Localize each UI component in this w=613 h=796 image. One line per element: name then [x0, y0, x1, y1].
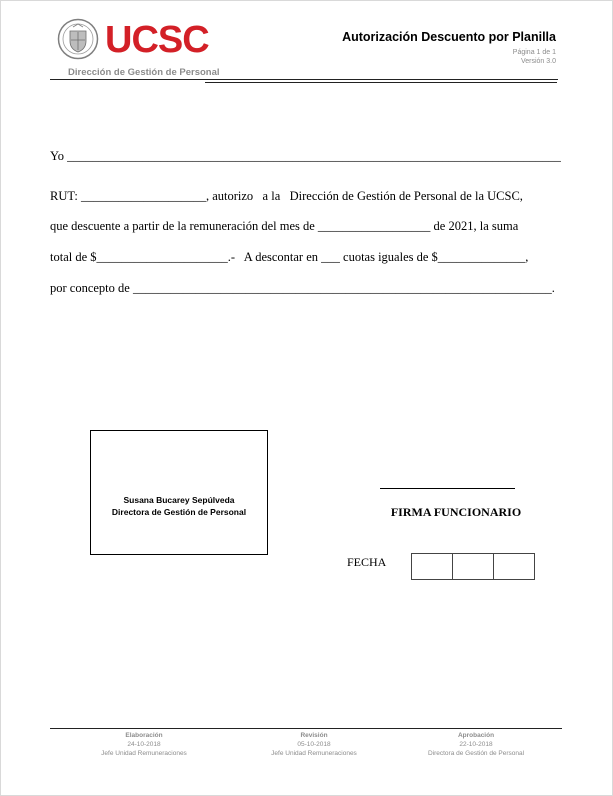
header-divider [50, 79, 558, 80]
form-line-concept[interactable]: por concepto de ___________________________________________________________________. [50, 281, 555, 295]
ucsc-logo [57, 18, 207, 64]
footer-heading: Aprobación [457, 732, 495, 739]
footer-date: 22-10-2018 [459, 741, 493, 748]
director-name: Susana Bucarey Sepúlveda [123, 495, 235, 505]
form-line-month[interactable]: que descuente a partir de la remuneración del mes de __________________ de 2021, la suma [50, 219, 519, 233]
date-month-box[interactable] [452, 554, 493, 579]
footer-date: 24-10-2018 [127, 741, 161, 748]
footer-divider [50, 728, 562, 729]
version-info: Versión 3.0 [520, 58, 556, 65]
date-day-box[interactable] [412, 554, 452, 579]
footer-date: 05-10-2018 [297, 741, 331, 748]
logo-text: UCSC [105, 19, 209, 61]
footer-role: Jefe Unidad Remuneraciones [271, 750, 357, 757]
document-title: Autorización Descuento por Planilla [342, 30, 556, 44]
form-line-rut[interactable]: RUT: ____________________, autorizo a la Dirección de Gestión de Personal de la UCSC, [50, 189, 523, 203]
employee-signature-line[interactable] [380, 488, 515, 489]
director-role: Directora de Gestión de Personal [111, 507, 247, 517]
footer-heading: Revisión [300, 732, 328, 739]
department-name: Dirección de Gestión de Personal [68, 67, 220, 78]
footer-approval [396, 731, 556, 758]
header-divider-secondary [205, 82, 557, 83]
page-info: Página 1 de 1 [512, 49, 556, 56]
footer-elaboration [64, 731, 224, 758]
date-year-box[interactable] [493, 554, 534, 579]
form-line-name[interactable]: Yo _______________________________________________________________________________ [50, 149, 561, 163]
footer-role: Jefe Unidad Remuneraciones [101, 750, 187, 757]
footer-revision [234, 731, 394, 758]
footer-heading: Elaboración [125, 732, 163, 739]
date-label: FECHA [347, 555, 387, 569]
form-line-amount[interactable]: total de $_____________________.- A descontar en ___ cuotas iguales de $______________, [50, 250, 529, 264]
university-seal-icon [57, 18, 99, 60]
footer-role: Directora de Gestión de Personal [427, 750, 525, 757]
employee-signature-label: FIRMA FUNCIONARIO [390, 505, 522, 519]
director-signature-box [90, 430, 268, 555]
date-boxes [411, 553, 535, 580]
